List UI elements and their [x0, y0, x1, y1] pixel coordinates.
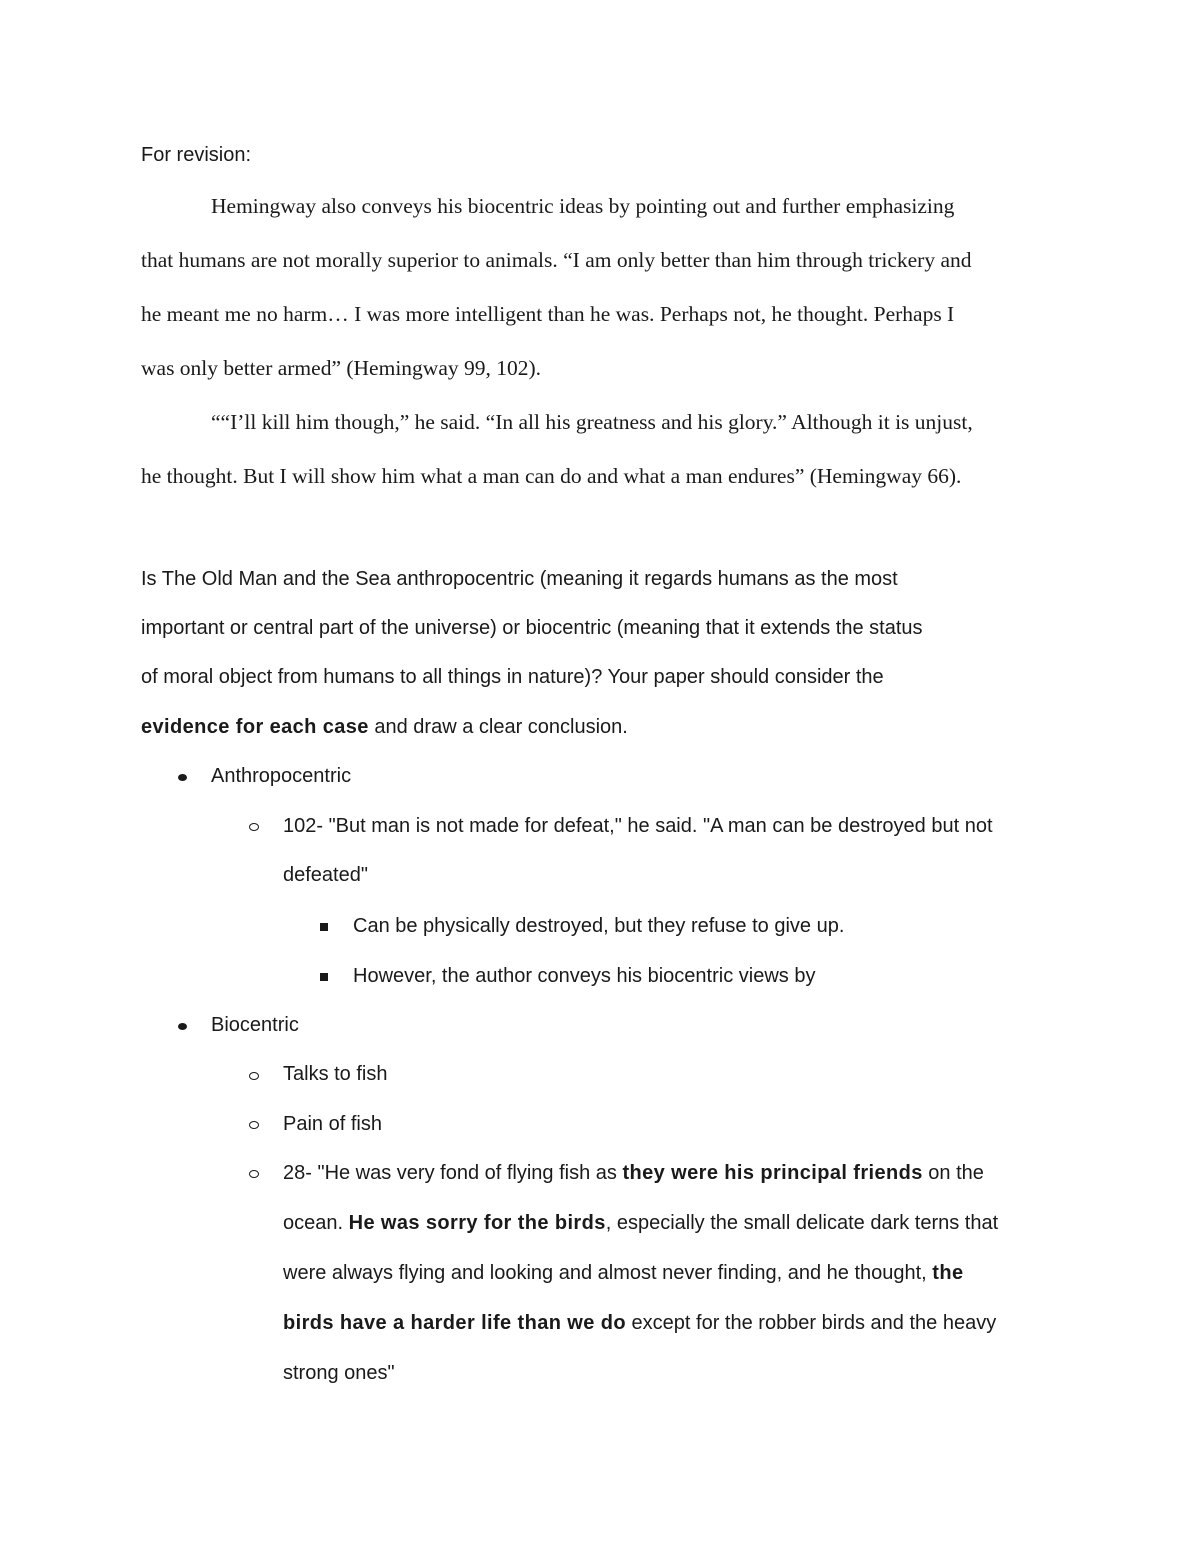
biocentric-quote-line: strong ones" [283, 1362, 395, 1384]
prompt-line: Is The Old Man and the Sea anthropocentric (meaning it regards humans as the most [141, 568, 898, 590]
quote-paragraph-line: ““I’ll kill him though,” he said. “In all his greatness and his glory.” Although it is unjust, [211, 410, 973, 434]
quote-text: 28- "He was very fond of flying fish as [283, 1162, 623, 1184]
quote-emphasis: they were his principal friends [622, 1162, 923, 1184]
quote-text: , especially the small delicate dark terns that [605, 1212, 999, 1234]
quote-text: on the [922, 1162, 984, 1184]
bullet-square-icon [320, 923, 328, 931]
revision-paragraph-line: he meant me no harm… I was more intelligent than he was. Perhaps not, he thought. Perhaps I [141, 302, 955, 326]
quote-text: ocean. [283, 1212, 349, 1234]
bullet-disc-icon [178, 774, 187, 781]
bullet-square-icon [320, 973, 328, 981]
quote-text: were always flying and looking and almost never finding, and he thought, [283, 1262, 933, 1284]
prompt-line [141, 717, 628, 737]
quote-paragraph-line: he thought. But I will show him what a man can do and what a man endures” (Hemingway 66). [141, 464, 962, 488]
biocentric-item: Talks to fish [283, 1063, 388, 1085]
bullet-circle-icon [249, 1072, 259, 1080]
outline-biocentric-label: Biocentric [211, 1014, 299, 1036]
prompt-emphasis: evidence for each case [141, 716, 369, 738]
biocentric-quote-line [283, 1163, 984, 1183]
quote-emphasis: birds have a harder life than we do [283, 1312, 626, 1334]
biocentric-quote-line [283, 1313, 996, 1333]
bullet-disc-icon [178, 1023, 187, 1030]
revision-paragraph-line: Hemingway also conveys his biocentric ideas by pointing out and further emphasizing [211, 194, 955, 218]
anthropocentric-sub-point: Can be physically destroyed, but they refuse to give up. [353, 915, 845, 937]
revision-paragraph-line: that humans are not morally superior to animals. “I am only better than him through trickery and [141, 248, 972, 272]
anthropocentric-quote-line: 102- "But man is not made for defeat," he said. "A man can be destroyed but not [283, 815, 993, 837]
anthropocentric-quote-line: defeated" [283, 864, 368, 886]
prompt-line: important or central part of the universe) or biocentric (meaning that it extends the status [141, 617, 923, 639]
prompt-line-rest: and draw a clear conclusion. [368, 716, 628, 738]
bullet-circle-icon [249, 1170, 259, 1178]
revision-heading: For revision: [141, 144, 252, 166]
biocentric-quote-line [283, 1213, 998, 1233]
prompt-line: of moral object from humans to all things in nature)? Your paper should consider the [141, 666, 884, 688]
biocentric-quote-line [283, 1263, 964, 1283]
quote-emphasis: He was sorry for the birds [348, 1212, 606, 1234]
outline-anthropocentric-label: Anthropocentric [211, 765, 352, 787]
revision-paragraph-line: was only better armed” (Hemingway 99, 102). [141, 356, 542, 380]
biocentric-item: Pain of fish [283, 1113, 382, 1135]
quote-text: except for the robber birds and the heavy [625, 1312, 997, 1334]
quote-emphasis: the [932, 1262, 964, 1284]
bullet-circle-icon [249, 1121, 259, 1129]
anthropocentric-sub-point: However, the author conveys his biocentric views by [353, 965, 816, 987]
bullet-circle-icon [249, 823, 259, 831]
